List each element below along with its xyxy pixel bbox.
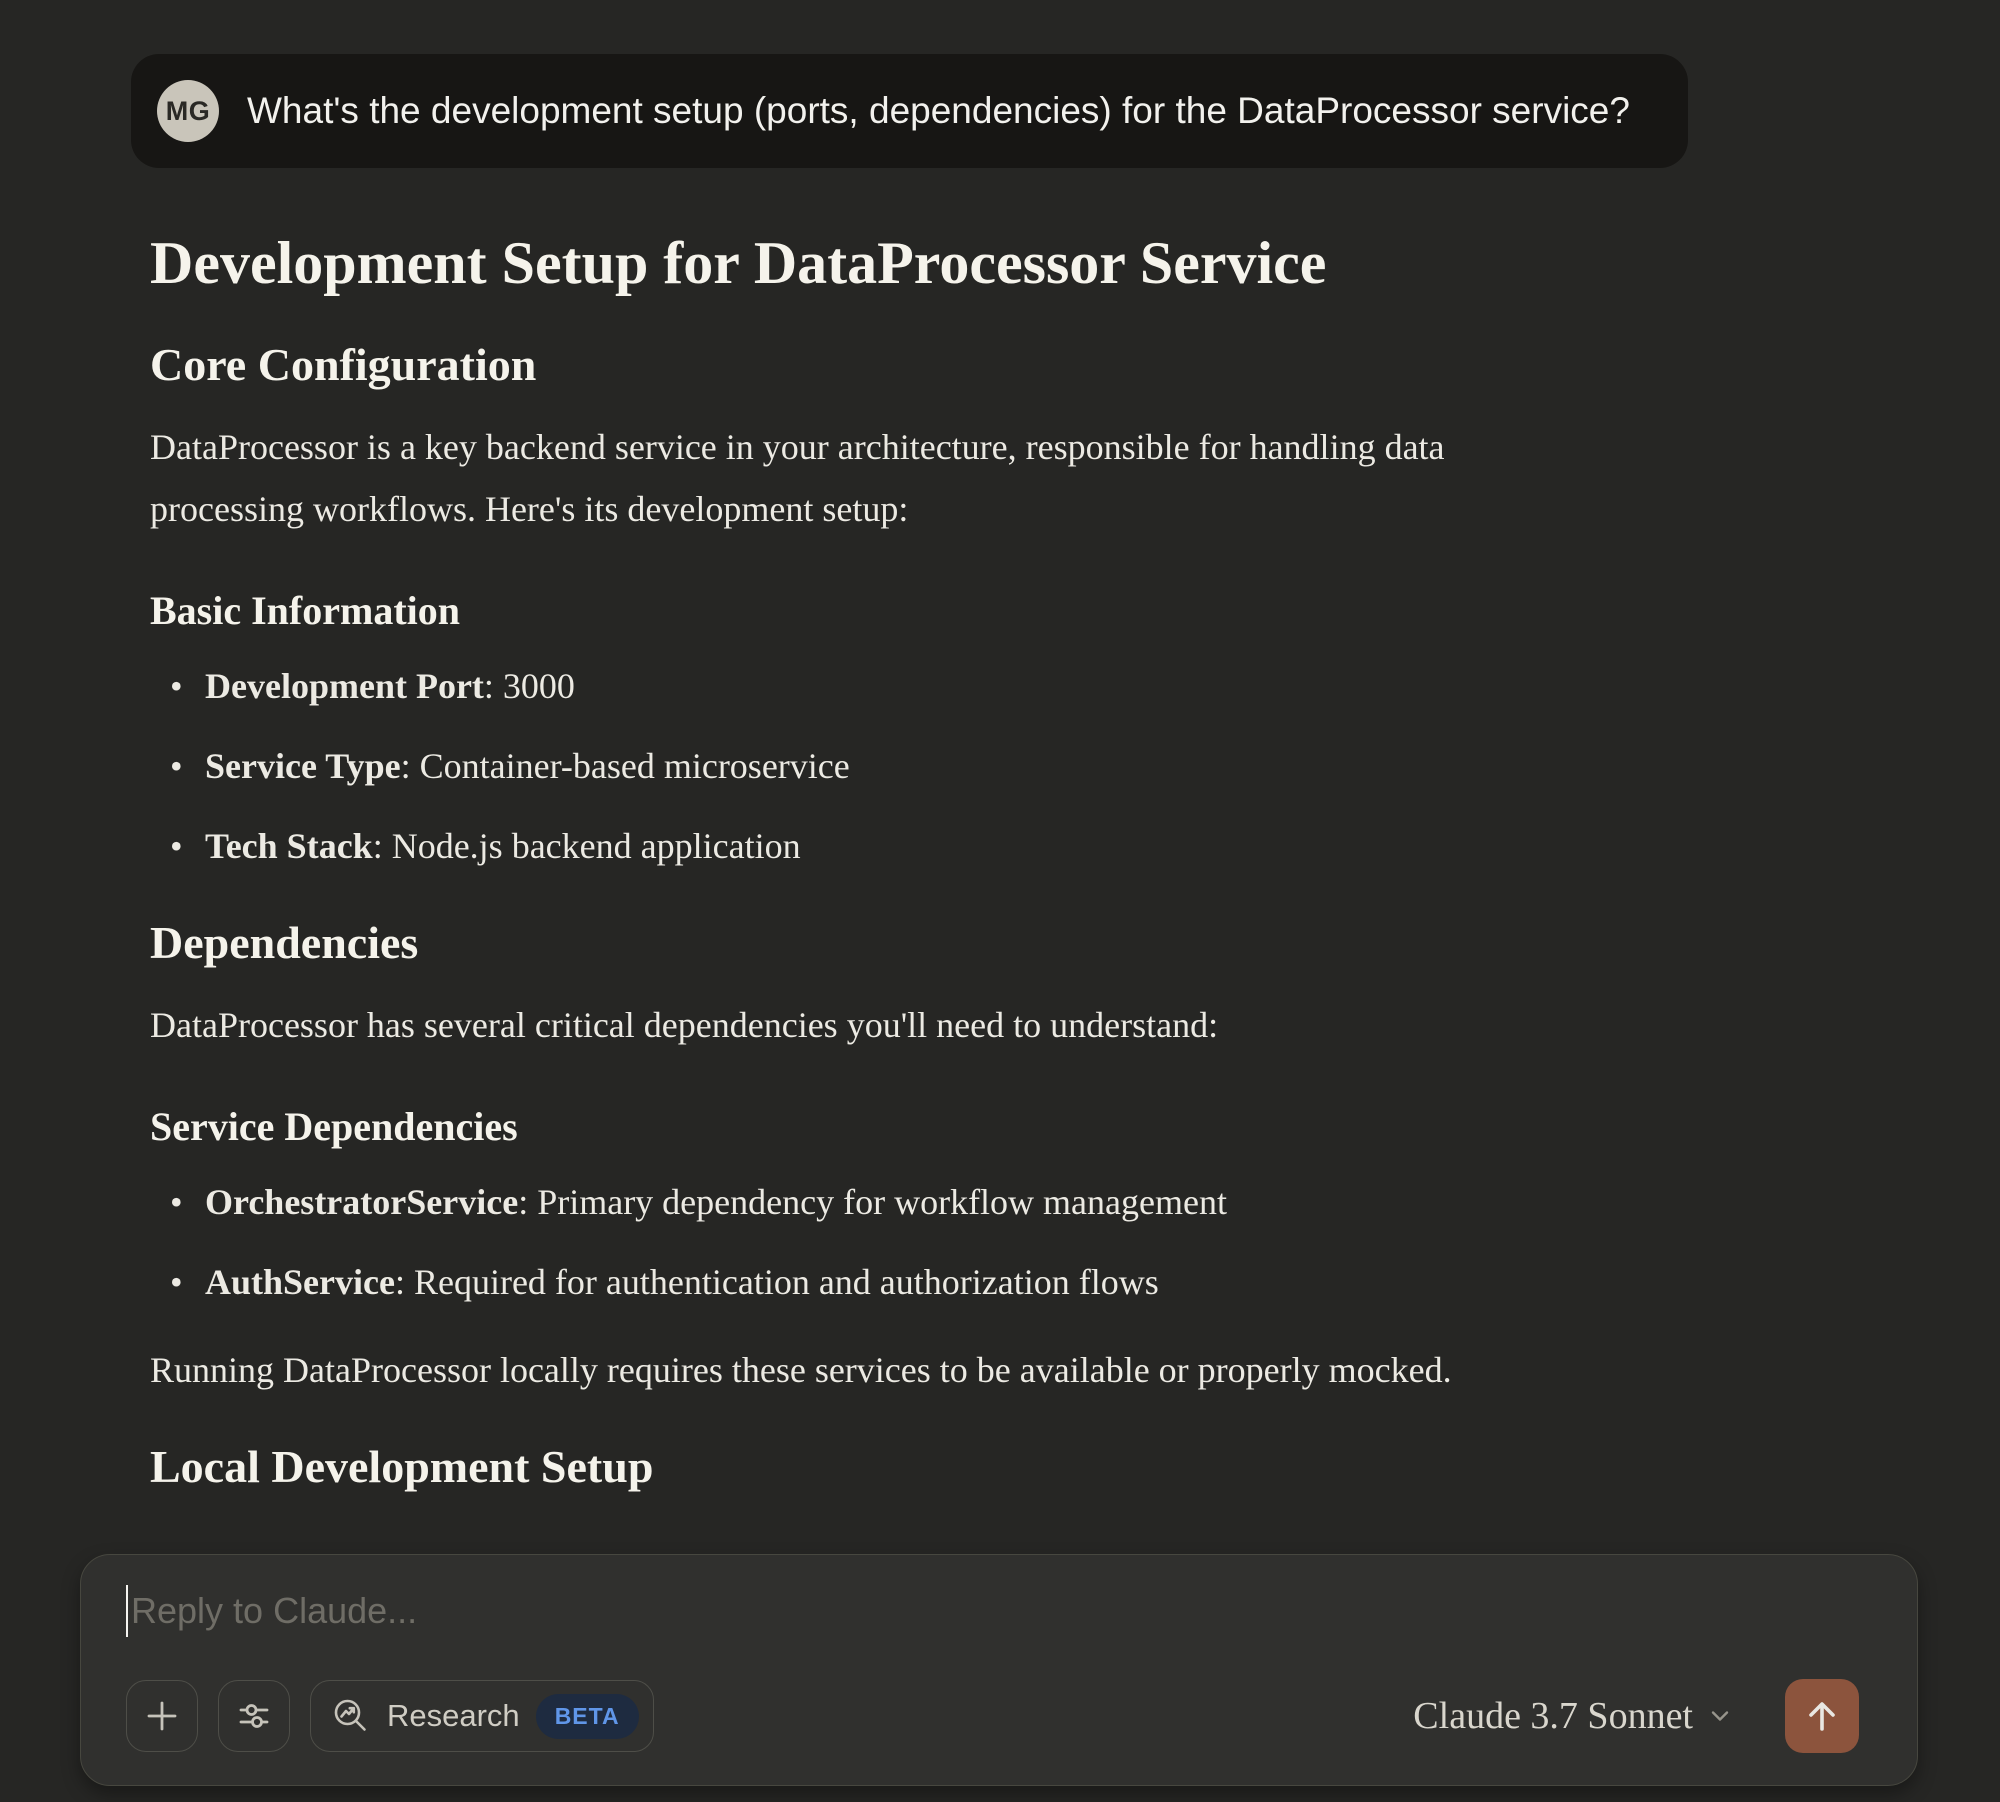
list-item-desc: : Primary dependency for workflow management	[518, 1182, 1227, 1222]
avatar: MG	[157, 80, 219, 142]
paragraph-line: processing workflows. Here's its development setup:	[150, 489, 909, 529]
list-item	[150, 1251, 1610, 1313]
list-item-term: Development Port	[205, 666, 484, 706]
composer-toolbar	[126, 1679, 1859, 1753]
composer-left-tools	[126, 1680, 654, 1752]
response-title: Development Setup for DataProcessor Service	[150, 230, 1327, 296]
user-message-text: What's the development setup (ports, dependencies) for the DataProcessor service?	[247, 90, 1630, 131]
list-item-desc: : Node.js backend application	[372, 826, 801, 866]
service-dependencies-list	[150, 1171, 1610, 1313]
paragraph-core-configuration	[150, 416, 1610, 540]
user-message-bubble	[131, 54, 1688, 168]
list-item-term: OrchestratorService	[205, 1182, 519, 1222]
paragraph-running-locally: Running DataProcessor locally requires these services to be available or properly mocked.	[150, 1350, 1452, 1390]
reply-placeholder: Reply to Claude...	[131, 1590, 418, 1631]
list-item-desc: : Required for authentication and authorization flows	[394, 1262, 1159, 1302]
heading-core-configuration: Core Configuration	[150, 339, 537, 390]
chevron-down-icon	[1705, 1701, 1735, 1731]
sliders-icon	[234, 1696, 274, 1736]
beta-badge: BETA	[536, 1694, 639, 1739]
paragraph-dependencies: DataProcessor has several critical dependencies you'll need to understand:	[150, 1005, 1219, 1045]
reply-input[interactable]	[126, 1585, 1859, 1637]
list-item-desc: : Container-based microservice	[400, 746, 850, 786]
heading-service-dependencies: Service Dependencies	[150, 1104, 518, 1149]
tools-settings-button[interactable]	[218, 1680, 290, 1752]
list-item-term: Service Type	[205, 746, 401, 786]
list-item-term: AuthService	[205, 1262, 395, 1302]
arrow-up-icon	[1801, 1695, 1843, 1737]
send-button[interactable]	[1785, 1679, 1859, 1753]
magnifier-trend-icon	[331, 1696, 371, 1736]
assistant-response	[150, 227, 1610, 1492]
list-item-term: Tech Stack	[205, 826, 373, 866]
heading-dependencies: Dependencies	[150, 917, 419, 968]
list-item	[150, 655, 1610, 717]
heading-local-development-setup: Local Development Setup	[150, 1441, 654, 1492]
research-button-label: Research	[387, 1698, 520, 1733]
heading-basic-information: Basic Information	[150, 588, 460, 633]
model-selector[interactable]	[1413, 1694, 1735, 1738]
add-attachment-button[interactable]	[126, 1680, 198, 1752]
text-cursor	[126, 1585, 128, 1637]
basic-information-list	[150, 655, 1610, 877]
list-item	[150, 815, 1610, 877]
list-item	[150, 1171, 1610, 1233]
paragraph-line: DataProcessor is a key backend service in your architecture, responsible for handling data	[150, 427, 1445, 467]
list-item	[150, 735, 1610, 797]
research-button[interactable]	[310, 1680, 654, 1752]
model-selector-label: Claude 3.7 Sonnet	[1413, 1695, 1693, 1737]
list-item-desc: : 3000	[483, 666, 575, 706]
plus-icon	[142, 1696, 182, 1736]
reply-composer[interactable]	[80, 1554, 1918, 1786]
